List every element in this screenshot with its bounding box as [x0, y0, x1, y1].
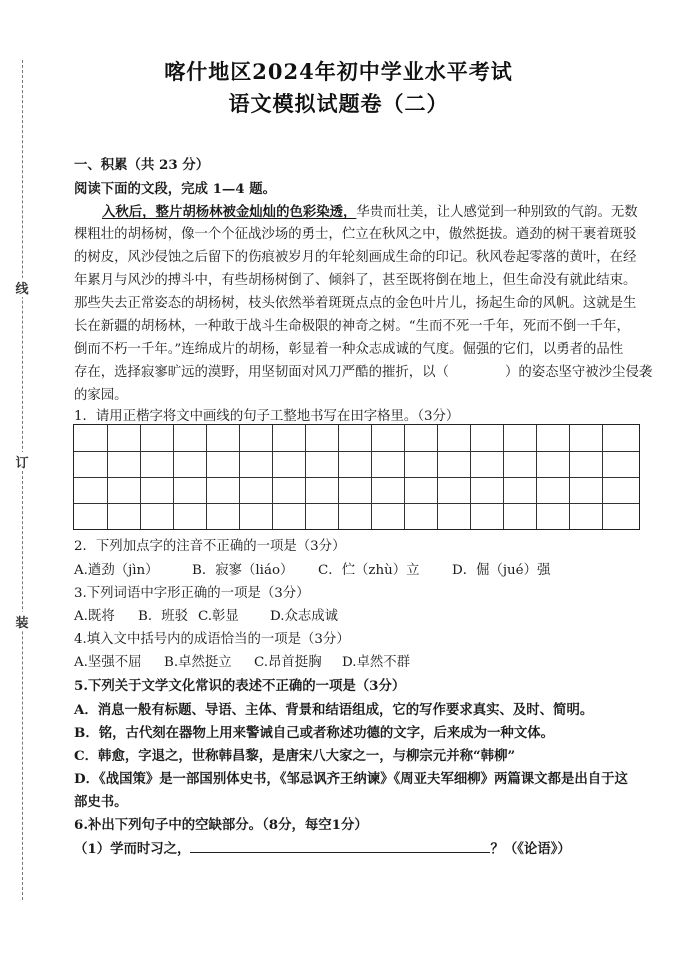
question-4: 4.填入文中括号内的成语恰当的一项是（3分） — [74, 632, 350, 647]
passage-text: ）的姿态坚守被沙尘侵袭 — [504, 365, 653, 380]
passage-text: 存在，选择寂寥旷远的漠野，用坚韧面对风刀严酷的摧折，以（ — [74, 365, 449, 380]
q2-options — [74, 562, 550, 580]
q5-option-d[interactable]: D．《战国策》是一部国别体史书，《邹忌讽齐王纳谏》《周亚夫军细柳》两篇课文都是出自于这 — [74, 771, 628, 787]
passage-line-3: 的树皮，风沙侵蚀之后留下的伤痕被岁月的年轮刻画成生命的印记。秋风卷起零落的黄叶，在经 — [74, 250, 637, 265]
passage-line-2: 棵粗壮的胡杨树，像一个个征战沙场的勇士，伫立在秋风之中，傲然挺拔。遒劲的树干裹着斑驳 — [74, 227, 637, 242]
q2-option-a[interactable]: A.遒劲（jìn） — [74, 563, 159, 578]
q3-options — [74, 608, 338, 626]
passage-line-4: 年累月与风沙的搏斗中，有些胡杨树倒了、倾斜了，甚至既将倒在地上，但生命没有就此结束。 — [74, 273, 637, 288]
binding-mark-staple: 订 — [14, 452, 30, 471]
q2-option-d[interactable]: D．倔（jué）强 — [452, 563, 551, 578]
q4-option-d[interactable]: D.卓然不群 — [342, 655, 411, 670]
q4-option-a[interactable]: A.坚强不屈 — [74, 655, 142, 670]
underlined-sentence: 入秋后，整片胡杨林被金灿灿的色彩染透， — [102, 204, 357, 220]
q4-options — [74, 654, 410, 672]
exam-title: 喀什地区2024年初中学业水平考试 — [164, 59, 513, 84]
question-2: 2．下列加点字的注音不正确的一项是（3分） — [74, 539, 346, 554]
q3-option-b[interactable]: B．班驳 — [138, 609, 189, 624]
binding-mark-bind: 装 — [14, 612, 30, 631]
binding-line — [22, 60, 23, 900]
passage-line-1 — [102, 203, 638, 222]
passage-text: 华贵而壮美，让人感觉到一种别致的气韵。无数 — [356, 205, 638, 220]
q5-option-c[interactable]: C．韩愈，字退之，世称韩昌黎，是唐宋八大家之一，与柳宗元并称“韩柳” — [74, 748, 516, 764]
q2-option-c[interactable]: C．伫（zhù）立 — [318, 563, 420, 578]
question-3: 3.下列词语中字形正确的一项是（3分） — [74, 586, 310, 601]
q4-option-c[interactable]: C.昂首挺胸 — [254, 655, 322, 670]
question-1: 1．请用正楷字将文中画线的句子工整地书写在田字格里。（3分） — [74, 409, 460, 424]
passage-line-6: 长在新疆的胡杨林，一种敢于战斗生命极限的神奇之树。“生而不死一千年，死而不倒一千年， — [74, 319, 630, 334]
section-instruction: 阅读下面的文段，完成 1—4 题。 — [74, 181, 277, 197]
exam-subtitle: 语文模拟试题卷（二） — [228, 91, 449, 116]
q5-option-b[interactable]: B．铭，古代刻在器物上用来警诫自己或者称述功德的文字，后来成为一种文体。 — [74, 725, 554, 741]
question-6: 6.补出下列句子中的空缺部分。（8分，每空1分） — [74, 817, 368, 833]
q6-item-1-source: ？（《论语》） — [490, 841, 571, 857]
q2-option-b[interactable]: B．寂寥（liáo） — [192, 563, 294, 578]
q4-option-b[interactable]: B.卓然挺立 — [164, 655, 232, 670]
q3-option-c[interactable]: C.彰显 — [198, 609, 239, 624]
passage-line-8 — [74, 364, 652, 382]
q6-answer-line[interactable] — [190, 840, 490, 853]
q5-option-d-cont: 部史书。 — [74, 794, 128, 810]
q6-item-1-prompt: （1）学而时习之， — [74, 841, 191, 857]
section-heading: 一、积累（共 23 分） — [74, 157, 210, 173]
passage-line-9: 的家园。 — [74, 388, 128, 403]
question-5: 5.下列关于文学文化常识的表述不正确的一项是（3分） — [74, 678, 406, 694]
q3-option-d[interactable]: D.众志成诚 — [270, 609, 339, 624]
tianzige-grid[interactable] — [73, 424, 640, 530]
q5-option-a[interactable]: A．消息一般有标题、导语、主体、背景和结语组成，它的写作要求真实、及时、简明。 — [74, 702, 594, 718]
q6-item-1 — [74, 840, 571, 858]
binding-mark-line: 线 — [14, 278, 30, 297]
passage-line-7: 倒而不朽一千年。”连绵成片的胡杨，彰显着一种众志成诚的气度。倔强的它们，以勇者的品性 — [74, 342, 624, 357]
passage-line-5: 那些失去正常姿态的胡杨树，枝头依然举着斑斑点点的金色叶片儿，扬起生命的风帆。这就是生 — [74, 296, 637, 311]
q3-option-a[interactable]: A.既将 — [74, 609, 115, 624]
